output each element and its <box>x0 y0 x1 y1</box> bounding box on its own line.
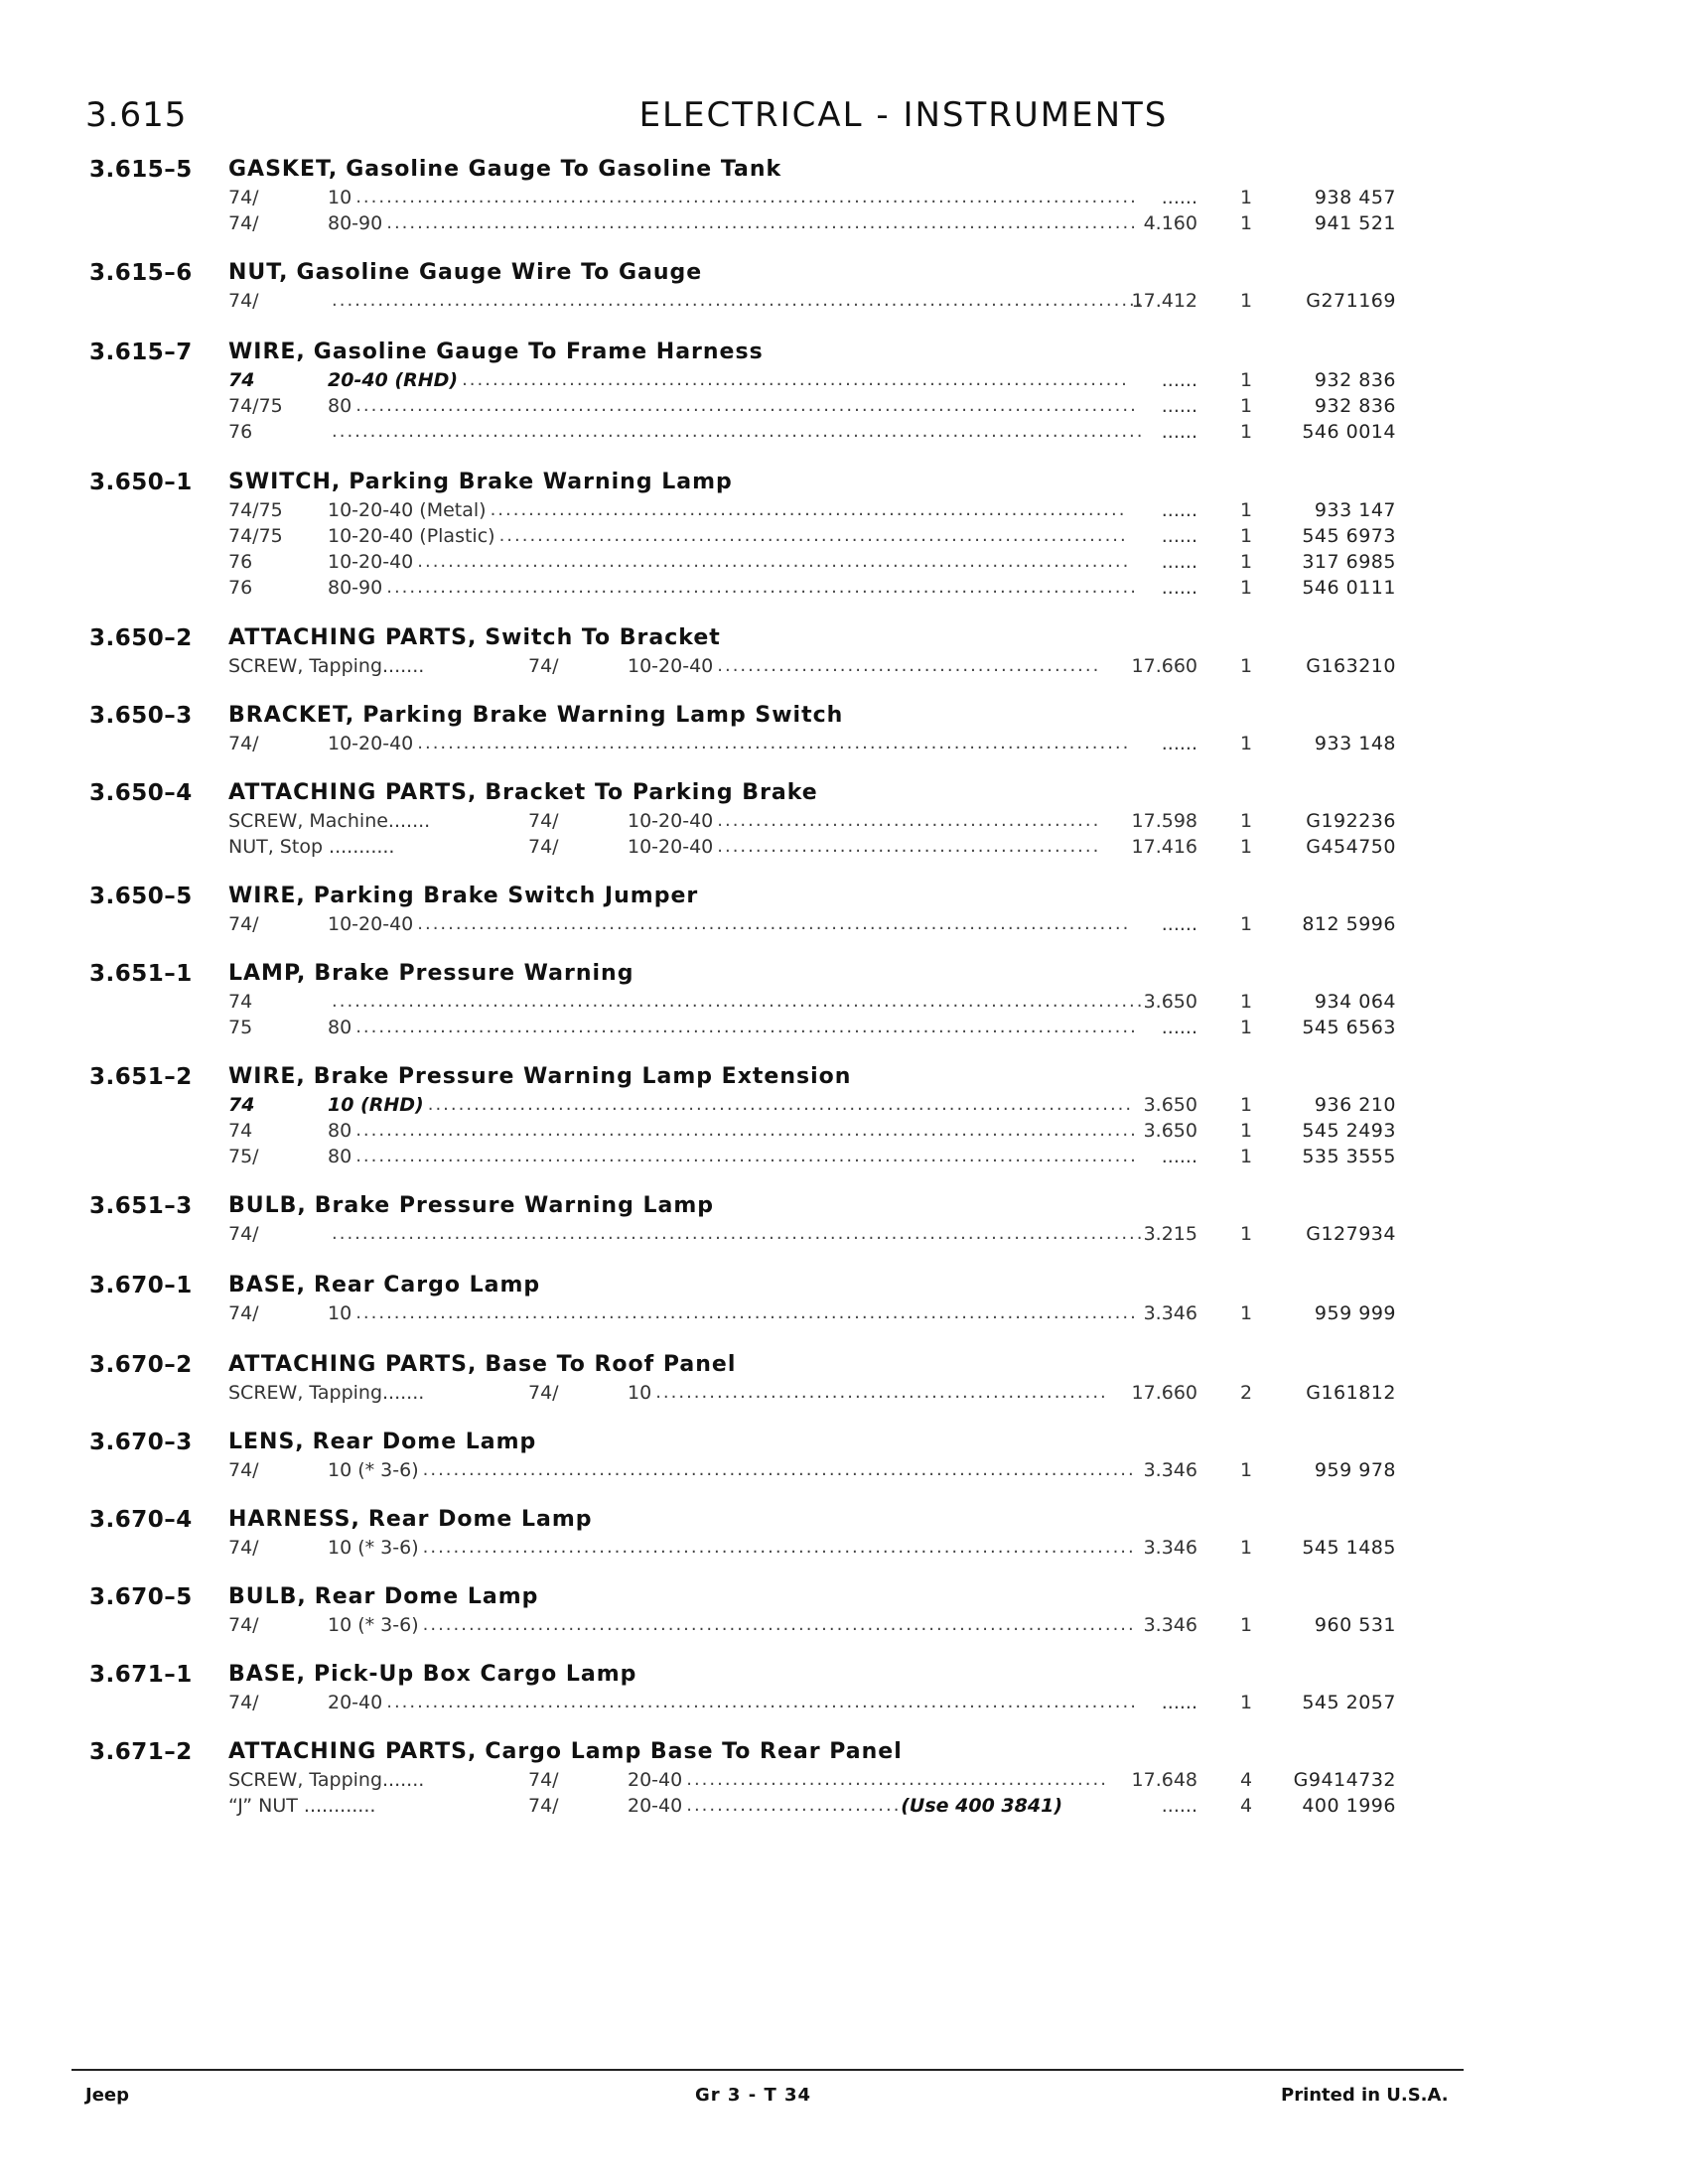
dot-leader: ........................................................... <box>655 1382 1108 1403</box>
part-description: Brake Pressure Warning Lamp <box>314 1193 715 1218</box>
dot-leader: ............................................................................................. <box>417 913 1131 934</box>
part-row <box>0 187 1688 212</box>
dot-leader: .................................................. <box>717 655 1101 676</box>
part-description: Rear Dome Lamp <box>314 1584 539 1609</box>
model-code: 80 <box>328 1146 352 1167</box>
part-row <box>0 991 1688 1017</box>
part-row <box>0 1692 1688 1717</box>
dot-leader: ...................................................................................................... <box>355 1017 1138 1037</box>
group-heading <box>228 1193 714 1218</box>
illustration-ref: ...... <box>1161 499 1197 521</box>
group-heading <box>228 961 633 986</box>
dot-leader: .................................................. <box>717 836 1101 857</box>
dot-leader: ............................................................................................. <box>417 733 1131 753</box>
model-code: 10 (* 3-6) <box>328 1537 419 1559</box>
part-description: Bracket To Parking Brake <box>485 780 818 805</box>
part-name: SWITCH, <box>228 470 342 494</box>
part-row <box>0 577 1688 603</box>
quantity: 1 <box>1239 525 1253 547</box>
group-number: 3.651–2 <box>89 1064 193 1090</box>
footer-brand: Jeep <box>85 2085 129 2106</box>
group-number: 3.651–3 <box>89 1193 193 1219</box>
model-code: 10 (RHD) <box>328 1094 424 1116</box>
attaching-item: SCREW, Tapping....... <box>228 1769 425 1791</box>
model-year: 74/ <box>528 810 559 832</box>
dot-leader: ...................................................................................................... <box>355 1120 1138 1141</box>
part-number: 959 999 <box>1314 1302 1396 1324</box>
model-code: 20-40 <box>328 1692 383 1713</box>
dot-leader: .................................................. <box>717 810 1101 831</box>
part-row <box>0 733 1688 758</box>
model-code: 80 <box>328 1017 352 1038</box>
quantity: 1 <box>1239 1537 1253 1559</box>
quantity: 1 <box>1239 290 1253 312</box>
model-year: 74/ <box>528 1769 559 1791</box>
part-row <box>0 836 1688 862</box>
group-number: 3.670–5 <box>89 1584 193 1610</box>
group-number: 3.615–6 <box>89 260 193 286</box>
part-name: ATTACHING PARTS, <box>228 1352 478 1377</box>
part-number: 317 6985 <box>1302 551 1396 573</box>
part-name: ATTACHING PARTS, <box>228 780 478 805</box>
quantity: 1 <box>1239 1017 1253 1038</box>
attaching-item: NUT, Stop ........... <box>228 836 395 858</box>
model-year: 74 <box>228 1094 255 1116</box>
dot-leader: ....................................................... <box>686 1769 1108 1790</box>
part-row <box>0 421 1688 447</box>
part-row <box>0 1120 1688 1146</box>
part-row <box>0 395 1688 421</box>
dot-leader: ............................................................................................. <box>422 1537 1136 1558</box>
model-code: 10-20-40 <box>628 655 714 677</box>
quantity: 1 <box>1239 1302 1253 1324</box>
part-row <box>0 1146 1688 1171</box>
illustration-ref: 17.660 <box>1131 655 1197 677</box>
quantity: 1 <box>1239 1094 1253 1116</box>
group-heading <box>228 1662 636 1687</box>
part-number: 545 2057 <box>1302 1692 1396 1713</box>
group-number: 3.671–1 <box>89 1662 193 1688</box>
part-description: Switch To Bracket <box>485 625 721 650</box>
group-number: 3.670–1 <box>89 1273 193 1298</box>
illustration-ref: ...... <box>1161 1795 1197 1817</box>
model-year: 74/75 <box>228 499 283 521</box>
part-number: G161812 <box>1306 1382 1396 1404</box>
page-number: 3.615 <box>85 95 188 135</box>
model-year: 74/ <box>228 913 259 935</box>
part-row <box>0 1017 1688 1042</box>
part-description: Gasoline Gauge To Frame Harness <box>313 340 764 364</box>
part-description: Brake Pressure Warning Lamp Extension <box>313 1064 852 1089</box>
attaching-item: SCREW, Machine....... <box>228 810 431 832</box>
dot-leader: ...................................................................................................... <box>355 187 1138 207</box>
part-name: LENS, <box>228 1430 305 1454</box>
quantity: 1 <box>1239 1146 1253 1167</box>
model-year: 74/ <box>228 1459 259 1481</box>
part-number: 812 5996 <box>1302 913 1396 935</box>
part-name: BASE, <box>228 1662 307 1687</box>
model-year: 74/ <box>228 212 259 234</box>
dot-leader: .................................................................................................. <box>386 577 1138 598</box>
part-name: HARNESS, <box>228 1507 360 1532</box>
dot-leader: .......................................................................................................... <box>332 991 1145 1012</box>
model-year: 75 <box>228 1017 253 1038</box>
part-name: BULB, <box>228 1584 307 1609</box>
part-row <box>0 655 1688 681</box>
part-name: GASKET, <box>228 157 339 182</box>
part-number: 959 978 <box>1314 1459 1396 1481</box>
illustration-ref: ...... <box>1161 551 1197 573</box>
quantity: 1 <box>1239 1223 1253 1245</box>
footer-divider <box>71 2069 1464 2071</box>
model-code: 10-20-40 (Metal) <box>328 499 487 521</box>
part-number: 400 1996 <box>1302 1795 1396 1817</box>
group-heading <box>228 1064 851 1089</box>
quantity: 1 <box>1239 810 1253 832</box>
quantity: 1 <box>1239 836 1253 858</box>
part-number: 938 457 <box>1314 187 1396 208</box>
dot-leader: ................................................................................... <box>490 499 1127 520</box>
part-number: 545 2493 <box>1302 1120 1396 1142</box>
part-row <box>0 1614 1688 1640</box>
group-number: 3.670–3 <box>89 1430 193 1455</box>
group-number: 3.650–2 <box>89 625 193 651</box>
part-row <box>0 1769 1688 1795</box>
model-year: 76 <box>228 421 253 443</box>
part-number: 545 6563 <box>1302 1017 1396 1038</box>
part-number: 933 148 <box>1314 733 1396 754</box>
dot-leader: .................................................................................. <box>498 525 1128 546</box>
model-year: 74/ <box>528 1795 559 1817</box>
model-year: 76 <box>228 551 253 573</box>
part-name: ATTACHING PARTS, <box>228 625 478 650</box>
quantity: 1 <box>1239 395 1253 417</box>
group-heading <box>228 1430 536 1454</box>
illustration-ref: 3.346 <box>1143 1537 1197 1559</box>
quantity: 1 <box>1239 369 1253 391</box>
part-number: G192236 <box>1306 810 1396 832</box>
group-number: 3.670–4 <box>89 1507 193 1533</box>
attaching-item: SCREW, Tapping....... <box>228 1382 425 1404</box>
illustration-ref: ...... <box>1161 1017 1197 1038</box>
part-name: ATTACHING PARTS, <box>228 1739 478 1764</box>
group-heading <box>228 157 781 182</box>
dot-leader: .......................................................................................................... <box>332 290 1145 311</box>
illustration-ref: 3.650 <box>1143 1094 1197 1116</box>
model-code: 10-20-40 <box>628 810 714 832</box>
part-row <box>0 1223 1688 1249</box>
part-row <box>0 499 1688 525</box>
quantity: 1 <box>1239 991 1253 1013</box>
quantity: 4 <box>1239 1795 1253 1817</box>
part-number: 545 1485 <box>1302 1537 1396 1559</box>
part-number: 934 064 <box>1314 991 1396 1013</box>
part-description: Gasoline Gauge Wire To Gauge <box>296 260 703 285</box>
model-code: 10 <box>328 1302 352 1324</box>
group-heading <box>228 260 702 285</box>
part-description: Parking Brake Switch Jumper <box>313 884 699 908</box>
part-description: Parking Brake Warning Lamp Switch <box>362 703 844 728</box>
model-code: 10-20-40 <box>328 551 414 573</box>
model-code: 10-20-40 (Plastic) <box>328 525 495 547</box>
illustration-ref: 3.346 <box>1143 1459 1197 1481</box>
quantity: 1 <box>1239 1120 1253 1142</box>
model-code: 10 <box>328 187 352 208</box>
part-row <box>0 810 1688 836</box>
group-number: 3.615–7 <box>89 340 193 365</box>
dot-leader: .......................................................................................................... <box>332 421 1145 442</box>
part-number: G127934 <box>1306 1223 1396 1245</box>
model-year: 74/ <box>228 187 259 208</box>
part-number: G9414732 <box>1293 1769 1396 1791</box>
attaching-item: SCREW, Tapping....... <box>228 655 425 677</box>
illustration-ref: ...... <box>1161 525 1197 547</box>
model-code: 10 <box>628 1382 652 1404</box>
model-year: 74/ <box>228 1223 259 1245</box>
group-heading <box>228 884 698 908</box>
group-heading <box>228 1739 903 1764</box>
model-code: 10 (* 3-6) <box>328 1614 419 1636</box>
illustration-ref: ...... <box>1161 733 1197 754</box>
group-heading <box>228 1507 593 1532</box>
quantity: 1 <box>1239 1459 1253 1481</box>
model-code: 10-20-40 <box>328 733 414 754</box>
dot-leader: ...................................................................................................... <box>355 1146 1138 1166</box>
quantity: 1 <box>1239 1692 1253 1713</box>
part-row <box>0 369 1688 395</box>
dot-leader: ............................................................................................. <box>422 1614 1136 1635</box>
part-name: WIRE, <box>228 884 306 908</box>
group-heading <box>228 340 764 364</box>
part-number: 936 210 <box>1314 1094 1396 1116</box>
model-year: 76 <box>228 577 253 599</box>
model-code: 20-40 (RHD) <box>328 369 459 391</box>
part-number: 941 521 <box>1314 212 1396 234</box>
dot-leader: ...................................................................................................... <box>355 395 1138 416</box>
group-heading <box>228 625 721 650</box>
model-year: 74/ <box>528 1382 559 1404</box>
part-number: 932 836 <box>1314 369 1396 391</box>
dot-leader: .......................................................................................................... <box>332 1223 1145 1244</box>
part-description: Cargo Lamp Base To Rear Panel <box>485 1739 903 1764</box>
illustration-ref: 17.412 <box>1131 290 1197 312</box>
dot-leader: ....................................................................................... <box>462 369 1129 390</box>
model-code: 10-20-40 <box>628 836 714 858</box>
illustration-ref: 3.346 <box>1143 1302 1197 1324</box>
group-number: 3.615–5 <box>89 157 193 183</box>
model-year: 74 <box>228 991 253 1013</box>
illustration-ref: ...... <box>1161 369 1197 391</box>
part-number: G163210 <box>1306 655 1396 677</box>
quantity: 1 <box>1239 913 1253 935</box>
model-code: 80-90 <box>328 577 383 599</box>
illustration-ref: ...... <box>1161 1692 1197 1713</box>
model-year: 74/ <box>228 733 259 754</box>
model-code: 20-40 <box>628 1795 683 1817</box>
illustration-ref: 4.160 <box>1143 212 1197 234</box>
quantity: 1 <box>1239 733 1253 754</box>
footer-section: Gr 3 - T 34 <box>695 2085 812 2106</box>
model-year: 75/ <box>228 1146 259 1167</box>
part-row <box>0 551 1688 577</box>
quantity: 1 <box>1239 212 1253 234</box>
quantity: 2 <box>1239 1382 1253 1404</box>
attaching-item: “J” NUT ............ <box>228 1795 376 1817</box>
part-number: 546 0014 <box>1302 421 1396 443</box>
group-number: 3.671–2 <box>89 1739 193 1765</box>
dot-leader: ...................................................................................................... <box>355 1302 1138 1323</box>
model-year: 74/ <box>528 655 559 677</box>
dot-leader: ............................................................................................. <box>417 551 1131 572</box>
group-heading <box>228 470 733 494</box>
quantity: 1 <box>1239 655 1253 677</box>
part-number: 535 3555 <box>1302 1146 1396 1167</box>
illustration-ref: 3.215 <box>1143 1223 1197 1245</box>
part-description: Parking Brake Warning Lamp <box>349 470 733 494</box>
group-heading <box>228 703 843 728</box>
group-number: 3.650–1 <box>89 470 193 495</box>
illustration-ref: ...... <box>1161 395 1197 417</box>
part-name: NUT, <box>228 260 289 285</box>
model-year: 74/ <box>528 836 559 858</box>
model-code: 80-90 <box>328 212 383 234</box>
part-description: Gasoline Gauge To Gasoline Tank <box>346 157 782 182</box>
model-year: 74/75 <box>228 395 283 417</box>
part-name: BASE, <box>228 1273 307 1297</box>
quantity: 4 <box>1239 1769 1253 1791</box>
part-row <box>0 913 1688 939</box>
part-number: 933 147 <box>1314 499 1396 521</box>
part-row <box>0 1795 1688 1821</box>
illustration-ref: ...... <box>1161 1146 1197 1167</box>
illustration-ref: ...... <box>1161 913 1197 935</box>
illustration-ref: 17.660 <box>1131 1382 1197 1404</box>
quantity: 1 <box>1239 499 1253 521</box>
part-description: Rear Dome Lamp <box>367 1507 593 1532</box>
group-number: 3.650–3 <box>89 703 193 729</box>
illustration-ref: 17.598 <box>1131 810 1197 832</box>
group-heading <box>228 780 818 805</box>
part-row <box>0 212 1688 238</box>
part-number: G271169 <box>1306 290 1396 312</box>
quantity: 1 <box>1239 187 1253 208</box>
group-number: 3.670–2 <box>89 1352 193 1378</box>
part-row <box>0 1382 1688 1408</box>
model-year: 74 <box>228 1120 253 1142</box>
part-number: 932 836 <box>1314 395 1396 417</box>
dot-leader: .................................................................................................. <box>386 1692 1138 1712</box>
illustration-ref: 3.346 <box>1143 1614 1197 1636</box>
model-year: 74/ <box>228 1614 259 1636</box>
part-row <box>0 1537 1688 1563</box>
part-description: Brake Pressure Warning <box>314 961 634 986</box>
part-row <box>0 1094 1688 1120</box>
illustration-ref: ...... <box>1161 421 1197 443</box>
dot-leader: ............................................................................................. <box>422 1459 1136 1480</box>
part-description: Pick-Up Box Cargo Lamp <box>314 1662 637 1687</box>
part-name: BRACKET, <box>228 703 355 728</box>
part-row <box>0 1459 1688 1485</box>
model-code: 80 <box>328 1120 352 1142</box>
group-heading <box>228 1584 538 1609</box>
footer-printed: Printed in U.S.A. <box>1281 2085 1449 2106</box>
illustration-ref: ...... <box>1161 577 1197 599</box>
part-name: WIRE, <box>228 1064 306 1089</box>
group-number: 3.651–1 <box>89 961 193 987</box>
group-heading <box>228 1352 736 1377</box>
illustration-ref: 17.648 <box>1131 1769 1197 1791</box>
part-number: 546 0111 <box>1302 577 1396 599</box>
part-name: LAMP, <box>228 961 307 986</box>
group-heading <box>228 1273 540 1297</box>
quantity: 1 <box>1239 1614 1253 1636</box>
part-number: 960 531 <box>1314 1614 1396 1636</box>
model-year: 74/ <box>228 290 259 312</box>
group-number: 3.650–5 <box>89 884 193 909</box>
page-title: ELECTRICAL - INSTRUMENTS <box>638 95 1169 135</box>
model-code: 80 <box>328 395 352 417</box>
part-row <box>0 525 1688 551</box>
model-year: 74/ <box>228 1537 259 1559</box>
model-year: 74/ <box>228 1302 259 1324</box>
illustration-ref: 3.650 <box>1143 1120 1197 1142</box>
part-description: Rear Cargo Lamp <box>314 1273 541 1297</box>
part-description: Base To Roof Panel <box>485 1352 737 1377</box>
dot-leader: ............................................................................................ <box>427 1094 1134 1115</box>
model-year: 74/ <box>228 1692 259 1713</box>
model-code: 10-20-40 <box>328 913 414 935</box>
part-row <box>0 290 1688 316</box>
dot-leader: .............................. <box>686 1795 916 1816</box>
illustration-ref: ...... <box>1161 187 1197 208</box>
quantity: 1 <box>1239 577 1253 599</box>
model-year: 74/75 <box>228 525 283 547</box>
quantity: 1 <box>1239 551 1253 573</box>
part-name: BULB, <box>228 1193 307 1218</box>
dot-leader: .................................................................................................. <box>386 212 1138 233</box>
illustration-ref: 3.650 <box>1143 991 1197 1013</box>
model-code: 10 (* 3-6) <box>328 1459 419 1481</box>
illustration-ref: 17.416 <box>1131 836 1197 858</box>
part-name: WIRE, <box>228 340 306 364</box>
part-number: 545 6973 <box>1302 525 1396 547</box>
part-number: G454750 <box>1306 836 1396 858</box>
quantity: 1 <box>1239 421 1253 443</box>
model-code: 20-40 <box>628 1769 683 1791</box>
part-description: Rear Dome Lamp <box>312 1430 537 1454</box>
model-year: 74 <box>228 369 255 391</box>
usage-note: (Use 400 3841) <box>901 1795 1062 1817</box>
group-number: 3.650–4 <box>89 780 193 806</box>
part-row <box>0 1302 1688 1328</box>
